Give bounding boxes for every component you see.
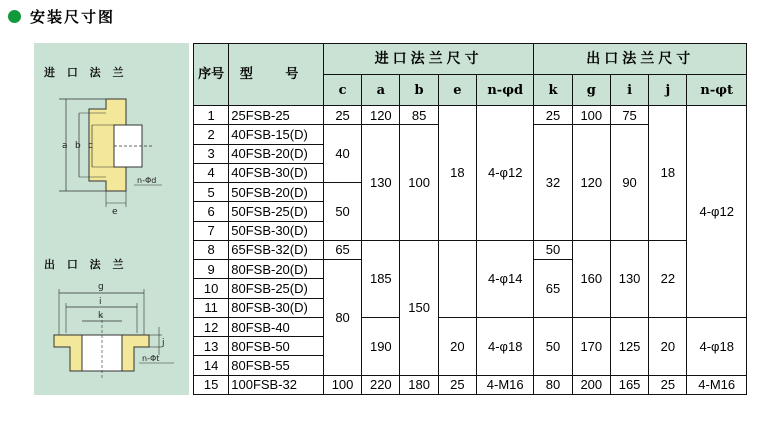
serial-cell: 12 [194, 317, 229, 336]
a-cell: 185 [362, 240, 400, 317]
e-cell: 20 [438, 317, 476, 375]
dim-i-label: i [99, 297, 102, 307]
col-header-b: b [400, 75, 438, 106]
col-header-g: g [572, 75, 610, 106]
k-cell: 50 [534, 240, 572, 259]
serial-cell: 8 [194, 240, 229, 259]
k-cell: 80 [534, 375, 572, 394]
model-cell: 80FSB-30(D) [229, 298, 324, 317]
col-header-nt: n-φt [687, 75, 747, 106]
g-cell: 100 [572, 106, 610, 125]
model-header: 型 号 [229, 44, 324, 106]
section-title: 安装尺寸图 [30, 7, 116, 26]
c-cell: 100 [323, 375, 361, 394]
i-cell: 165 [610, 375, 648, 394]
serial-cell: 10 [194, 279, 229, 298]
section-header [8, 5, 115, 27]
table-row [194, 106, 747, 125]
g-cell: 120 [572, 125, 610, 241]
e-cell: 25 [438, 375, 476, 394]
serial-cell: 6 [194, 202, 229, 221]
col-header-e: e [438, 75, 476, 106]
i-cell: 75 [610, 106, 648, 125]
j-cell: 25 [649, 375, 687, 394]
bullet-dot-icon [8, 10, 21, 23]
c-cell: 25 [323, 106, 361, 125]
model-cell: 80FSB-55 [229, 356, 324, 375]
inlet-flange-diagram [34, 85, 189, 220]
serial-cell: 1 [194, 106, 229, 125]
e-cell [438, 240, 476, 317]
col-header-i: i [610, 75, 648, 106]
dim-k-label: k [98, 311, 104, 321]
nt-cell: 4-φ12 [687, 106, 747, 318]
model-cell: 50FSB-30(D) [229, 221, 324, 240]
inlet-group-header: 进口法兰尺寸 [323, 44, 533, 75]
nt-cell: 4-φ18 [687, 317, 747, 375]
serial-cell: 13 [194, 337, 229, 356]
serial-cell: 11 [194, 298, 229, 317]
col-header-a: a [362, 75, 400, 106]
model-cell: 50FSB-25(D) [229, 202, 324, 221]
serial-cell: 4 [194, 163, 229, 182]
j-cell: 20 [649, 317, 687, 375]
col-header-j: j [649, 75, 687, 106]
model-cell: 40FSB-30(D) [229, 163, 324, 182]
model-cell: 80FSB-20(D) [229, 260, 324, 279]
inlet-flange-label: 进 口 法 兰 [44, 66, 128, 79]
serial-cell: 14 [194, 356, 229, 375]
g-cell: 200 [572, 375, 610, 394]
i-cell: 130 [610, 240, 648, 317]
model-cell: 100FSB-32 [229, 375, 324, 394]
b-cell: 150 [400, 240, 438, 375]
i-cell: 90 [610, 125, 648, 241]
dim-g-label: g [98, 282, 104, 292]
nd-cell: 4-φ12 [476, 106, 533, 241]
model-cell: 40FSB-20(D) [229, 144, 324, 163]
serial-cell: 9 [194, 260, 229, 279]
a-cell: 130 [362, 125, 400, 241]
k-cell: 50 [534, 317, 572, 375]
model-cell: 65FSB-32(D) [229, 240, 324, 259]
nd-cell: 4-φ14 [476, 240, 533, 317]
k-cell: 32 [534, 125, 572, 241]
model-cell: 50FSB-20(D) [229, 183, 324, 202]
serial-cell: 7 [194, 221, 229, 240]
k-cell: 65 [534, 260, 572, 318]
g-cell: 160 [572, 240, 610, 317]
flange-dimension-table [193, 43, 747, 395]
c-cell: 80 [323, 260, 361, 376]
dim-c-label: c [88, 141, 93, 151]
c-cell: 65 [323, 240, 361, 259]
dim-nd-label: n-Φd [137, 176, 157, 185]
serial-header: 序号 [194, 44, 229, 106]
model-cell: 80FSB-50 [229, 337, 324, 356]
b-cell: 85 [400, 106, 438, 125]
col-header-nd: n-φd [476, 75, 533, 106]
j-cell: 22 [649, 240, 687, 317]
k-cell: 25 [534, 106, 572, 125]
col-header-c: c [323, 75, 361, 106]
nd-cell: 4-M16 [476, 375, 533, 394]
outlet-flange-diagram [34, 275, 189, 393]
a-cell: 190 [362, 317, 400, 375]
c-cell: 40 [323, 125, 361, 183]
c-cell: 50 [323, 183, 361, 241]
dim-e-label: e [112, 207, 118, 217]
a-cell: 220 [362, 375, 400, 394]
dim-j-label: j [162, 338, 165, 348]
dim-a-label: a [62, 141, 68, 151]
b-cell: 100 [400, 125, 438, 241]
serial-cell: 5 [194, 183, 229, 202]
j-cell: 18 [649, 106, 687, 241]
flange-diagram-panel [34, 43, 189, 395]
model-cell: 40FSB-15(D) [229, 125, 324, 144]
serial-cell: 15 [194, 375, 229, 394]
i-cell: 125 [610, 317, 648, 375]
a-cell: 120 [362, 106, 400, 125]
serial-cell: 3 [194, 144, 229, 163]
b-cell: 180 [400, 375, 438, 394]
table-row [194, 375, 747, 394]
g-cell: 170 [572, 317, 610, 375]
nt-cell: 4-M16 [687, 375, 747, 394]
model-cell: 25FSB-25 [229, 106, 324, 125]
col-header-k: k [534, 75, 572, 106]
serial-cell: 2 [194, 125, 229, 144]
table-row [194, 240, 747, 259]
nd-cell: 4-φ18 [476, 317, 533, 375]
model-cell: 80FSB-25(D) [229, 279, 324, 298]
table-row [194, 317, 747, 336]
outlet-group-header: 出口法兰尺寸 [534, 44, 747, 75]
outlet-flange-label: 出 口 法 兰 [44, 258, 128, 271]
dim-nt-label: n-Φt [142, 354, 160, 363]
dim-b-label: b [75, 141, 81, 151]
e-cell: 18 [438, 106, 476, 241]
model-cell: 80FSB-40 [229, 317, 324, 336]
